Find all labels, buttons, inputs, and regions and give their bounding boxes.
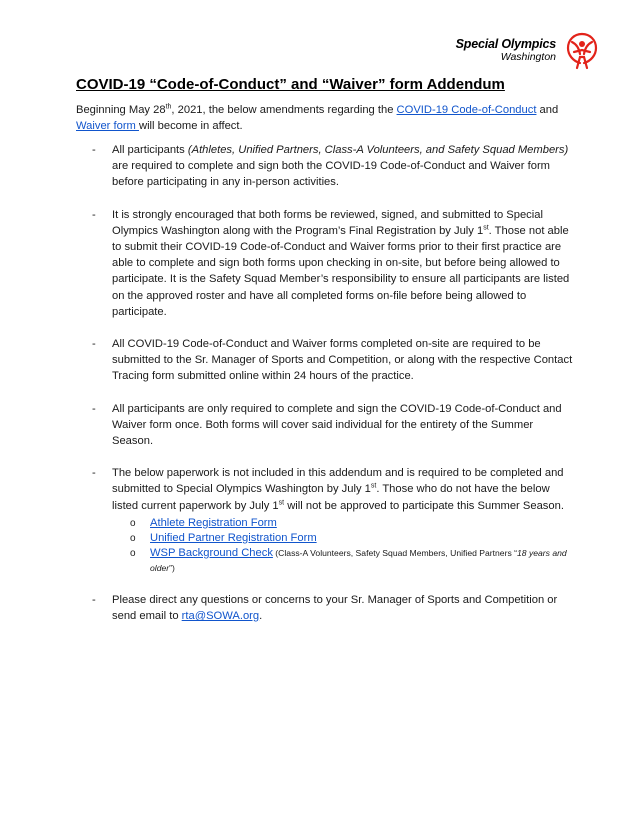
special-olympics-emblem-icon bbox=[562, 30, 602, 70]
addendum-list bbox=[76, 142, 576, 640]
waiver-form-link[interactable]: Waiver form bbox=[76, 120, 139, 132]
list-item-submission: - It is strongly encouraged that both forms be reviewed, signed, and submitted to Special Olympics Washington along with the Program’s Final Registration by July 1st. Those not able to submit their COVID-19 Code-of-Conduct and Waiver forms prior to their first practice are able to complete and sign both forms upon checking in on-site, but before being allowed to participate. It is the Safety Squad Member’s responsibility to ensure all participants are listed on the approved roster and have all completed forms on-file before being allowed to participate. bbox=[76, 207, 576, 320]
logo-text bbox=[456, 38, 556, 63]
list-item-participants: - All participants (Athletes, Unified Partners, Class-A Volunteers, and Safety Squad Members) are required to complete and sign both the COVID-19 Code-of-Conduct and Waiver form before participating in any in-person activities. bbox=[76, 142, 576, 191]
special-olympics-logo bbox=[456, 30, 602, 70]
unified-partner-registration-link[interactable]: Unified Partner Registration Form bbox=[150, 531, 317, 544]
paperwork-sublist bbox=[112, 516, 576, 576]
covid-code-of-conduct-link[interactable]: COVID-19 Code-of-Conduct bbox=[396, 104, 537, 116]
logo-name: Special Olympics bbox=[455, 36, 556, 51]
email-link[interactable]: rta@SOWA.org bbox=[181, 610, 260, 623]
page-title: COVID-19 “Code-of-Conduct” and “Waiver” form Addendum bbox=[76, 76, 505, 93]
sublist-item: o WSP Background Check (Class-A Volunteers, Safety Squad Members, Unified Partners “18 years and older”) bbox=[112, 546, 576, 576]
logo-subtitle: Washington bbox=[500, 51, 556, 63]
list-item-onsite-forms: - All COVID-19 Code-of-Conduct and Waiver forms completed on-site are required to be submitted to the Sr. Manager of Sports and Competition, or along with the respective Contact Tracing form submitted online within 24 hours of the practice. bbox=[76, 336, 576, 385]
list-item-sign-once: - All participants are only required to complete and sign the COVID-19 Code-of-Conduct and Waiver form once. Both forms will cover said individual for the entirety of the Summer Season. bbox=[76, 401, 576, 450]
wsp-background-check-link[interactable]: WSP Background Check bbox=[150, 546, 273, 559]
athlete-registration-link[interactable]: Athlete Registration Form bbox=[150, 516, 277, 529]
list-item-paperwork: - The below paperwork is not included in this addendum and is required to be completed and submitted to Special Olympics Washington by July 1st. Those who do not have the below listed current paperwork by July 1st will not be approved to participate this Summer Season. o Athlete Registration Form o Unified Partner Registration Form o WSP Background Check (Class-A Volunteers, Safety Squad Members, Unified Partners “18 years and older”) bbox=[76, 465, 576, 576]
list-item-contact: - Please direct any questions or concerns to your Sr. Manager of Sports and Competition or send email to rta@SOWA.org. bbox=[76, 592, 576, 624]
intro-paragraph: Beginning May 28th, 2021, the below amendments regarding the COVID-19 Code-of-Conduct and Waiver form will become in affect. bbox=[76, 103, 559, 132]
sublist-item bbox=[112, 516, 576, 531]
sublist-item bbox=[112, 531, 576, 546]
